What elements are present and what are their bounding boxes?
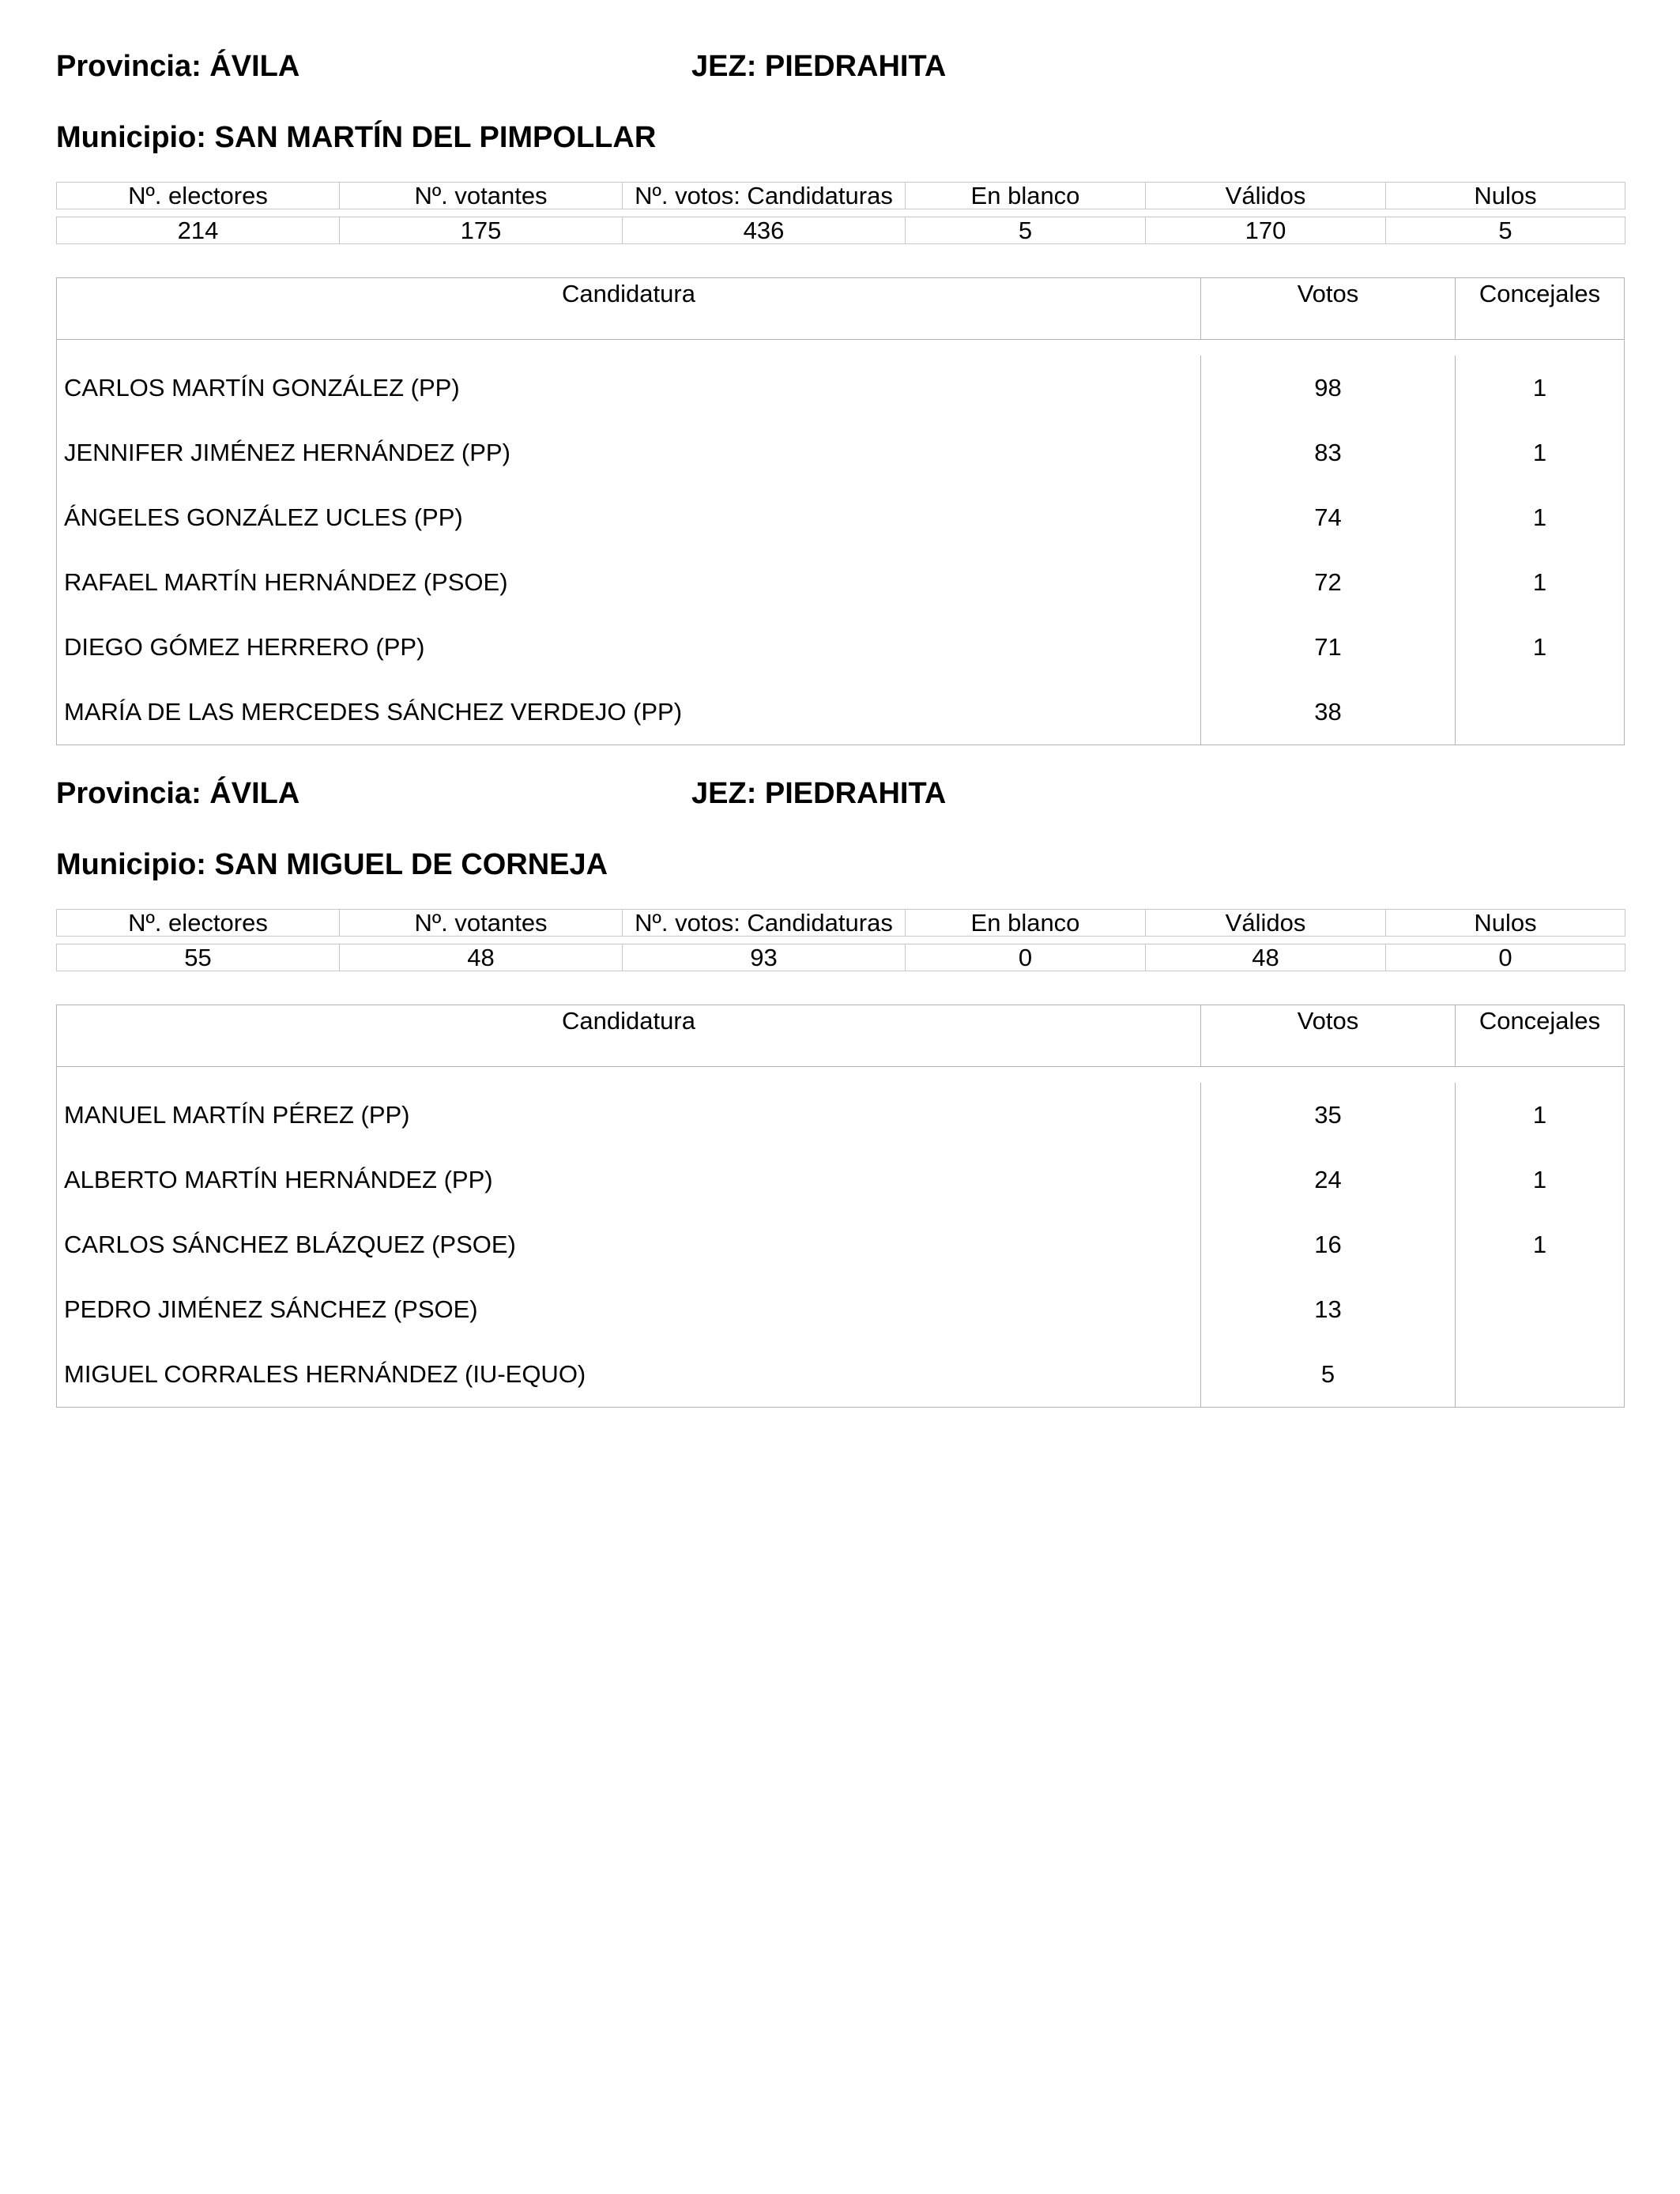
candidate-seats: 1 bbox=[1532, 1101, 1547, 1129]
summary-value-votos-candidaturas: 436 bbox=[623, 217, 906, 244]
concejales-header: Concejales bbox=[1478, 1007, 1601, 1035]
jez-label: JEZ: PIEDRAHITA bbox=[691, 50, 947, 83]
candidate-name: JENNIFER JIMÉNEZ HERNÁNDEZ (PP) bbox=[57, 420, 1201, 485]
candidate-name: MARÍA DE LAS MERCEDES SÁNCHEZ VERDEJO (PP) bbox=[57, 680, 1201, 745]
candidate-row bbox=[57, 1277, 1624, 1342]
candidate-votes: 13 bbox=[1201, 1277, 1456, 1342]
candidate-votes: 5 bbox=[1201, 1342, 1456, 1407]
jez-label: JEZ: PIEDRAHITA bbox=[691, 777, 947, 810]
summary-header-en-blanco: En blanco bbox=[906, 910, 1146, 937]
summary-header-votantes: Nº. votantes bbox=[340, 910, 623, 937]
candidate-name: DIEGO GÓMEZ HERRERO (PP) bbox=[57, 615, 1201, 680]
candidate-seats: 1 bbox=[1532, 633, 1547, 661]
candidate-row bbox=[57, 680, 1624, 745]
summary-value-validos: 170 bbox=[1146, 217, 1386, 244]
candidate-name: CARLOS SÁNCHEZ BLÁZQUEZ (PSOE) bbox=[57, 1212, 1201, 1277]
candidate-row bbox=[57, 1083, 1624, 1148]
summary-header-votos-candidaturas: Nº. votos: Candidaturas bbox=[623, 910, 906, 937]
candidate-name: ÁNGELES GONZÁLEZ UCLES (PP) bbox=[57, 485, 1201, 550]
candidate-name: ALBERTO MARTÍN HERNÁNDEZ (PP) bbox=[57, 1148, 1201, 1212]
candidate-row bbox=[57, 1212, 1624, 1277]
candidate-seats: 1 bbox=[1532, 374, 1547, 401]
candidate-name: CARLOS MARTÍN GONZÁLEZ (PP) bbox=[57, 356, 1201, 420]
summary-value-row bbox=[57, 217, 1625, 244]
candidate-row bbox=[57, 485, 1624, 550]
candidate-seats: 1 bbox=[1532, 503, 1547, 531]
candidate-seats bbox=[1456, 1342, 1624, 1407]
candidate-votes: 83 bbox=[1201, 420, 1456, 485]
summary-value-votos-candidaturas: 93 bbox=[623, 944, 906, 971]
candidate-seats: 1 bbox=[1532, 1231, 1547, 1258]
candidate-votes: 98 bbox=[1201, 356, 1456, 420]
summary-value-row bbox=[57, 944, 1625, 971]
summary-table bbox=[56, 182, 1625, 244]
summary-header-votantes: Nº. votantes bbox=[340, 183, 623, 209]
summary-header-row bbox=[57, 910, 1625, 937]
summary-value-nulos: 5 bbox=[1386, 217, 1625, 244]
concejales-header: Concejales bbox=[1478, 280, 1601, 307]
candidate-votes: 35 bbox=[1201, 1083, 1456, 1148]
summary-header-votos-candidaturas: Nº. votos: Candidaturas bbox=[623, 183, 906, 209]
candidate-name: MANUEL MARTÍN PÉREZ (PP) bbox=[57, 1083, 1201, 1148]
summary-header-electores: Nº. electores bbox=[57, 910, 340, 937]
summary-value-validos: 48 bbox=[1146, 944, 1386, 971]
candidate-name: PEDRO JIMÉNEZ SÁNCHEZ (PSOE) bbox=[57, 1277, 1201, 1342]
candidates-header-row bbox=[57, 1005, 1624, 1067]
candidates-table bbox=[56, 277, 1625, 745]
provincia-label: Provincia: ÁVILA bbox=[56, 50, 300, 83]
provincia-label: Provincia: ÁVILA bbox=[56, 777, 300, 810]
candidatura-header: Candidatura bbox=[57, 278, 1201, 339]
candidatura-header: Candidatura bbox=[57, 1005, 1201, 1066]
summary-header-nulos: Nulos bbox=[1386, 910, 1625, 937]
summary-header-validos: Válidos bbox=[1146, 910, 1386, 937]
summary-value-electores: 214 bbox=[57, 217, 340, 244]
candidates-table bbox=[56, 1005, 1625, 1408]
candidate-seats bbox=[1456, 680, 1624, 745]
candidate-votes: 72 bbox=[1201, 550, 1456, 615]
municipio-label: Municipio: SAN MARTÍN DEL PIMPOLLAR bbox=[56, 121, 657, 154]
candidate-votes: 71 bbox=[1201, 615, 1456, 680]
summary-header-row bbox=[57, 183, 1625, 209]
municipio-label: Municipio: SAN MIGUEL DE CORNEJA bbox=[56, 848, 608, 881]
candidates-header-row bbox=[57, 278, 1624, 340]
candidate-row bbox=[57, 356, 1624, 420]
summary-value-en-blanco: 0 bbox=[906, 944, 1146, 971]
summary-value-nulos: 0 bbox=[1386, 944, 1625, 971]
candidate-row bbox=[57, 615, 1624, 680]
summary-header-en-blanco: En blanco bbox=[906, 183, 1146, 209]
summary-header-validos: Válidos bbox=[1146, 183, 1386, 209]
votos-header: Votos bbox=[1201, 1005, 1456, 1066]
candidate-seats bbox=[1456, 1277, 1624, 1342]
candidate-votes: 24 bbox=[1201, 1148, 1456, 1212]
summary-header-electores: Nº. electores bbox=[57, 183, 340, 209]
candidate-row bbox=[57, 1148, 1624, 1212]
candidate-seats: 1 bbox=[1532, 568, 1547, 596]
summary-header-nulos: Nulos bbox=[1386, 183, 1625, 209]
summary-value-electores: 55 bbox=[57, 944, 340, 971]
candidate-votes: 16 bbox=[1201, 1212, 1456, 1277]
summary-value-votantes: 175 bbox=[340, 217, 623, 244]
candidate-row bbox=[57, 1342, 1624, 1407]
candidate-seats: 1 bbox=[1532, 1166, 1547, 1193]
summary-value-votantes: 48 bbox=[340, 944, 623, 971]
candidate-name: MIGUEL CORRALES HERNÁNDEZ (IU-EQUO) bbox=[57, 1342, 1201, 1407]
votos-header: Votos bbox=[1201, 278, 1456, 339]
summary-table bbox=[56, 909, 1625, 971]
candidate-seats: 1 bbox=[1532, 439, 1547, 466]
summary-value-en-blanco: 5 bbox=[906, 217, 1146, 244]
candidate-name: RAFAEL MARTÍN HERNÁNDEZ (PSOE) bbox=[57, 550, 1201, 615]
candidate-row bbox=[57, 420, 1624, 485]
candidate-row bbox=[57, 550, 1624, 615]
candidate-votes: 38 bbox=[1201, 680, 1456, 745]
candidate-votes: 74 bbox=[1201, 485, 1456, 550]
